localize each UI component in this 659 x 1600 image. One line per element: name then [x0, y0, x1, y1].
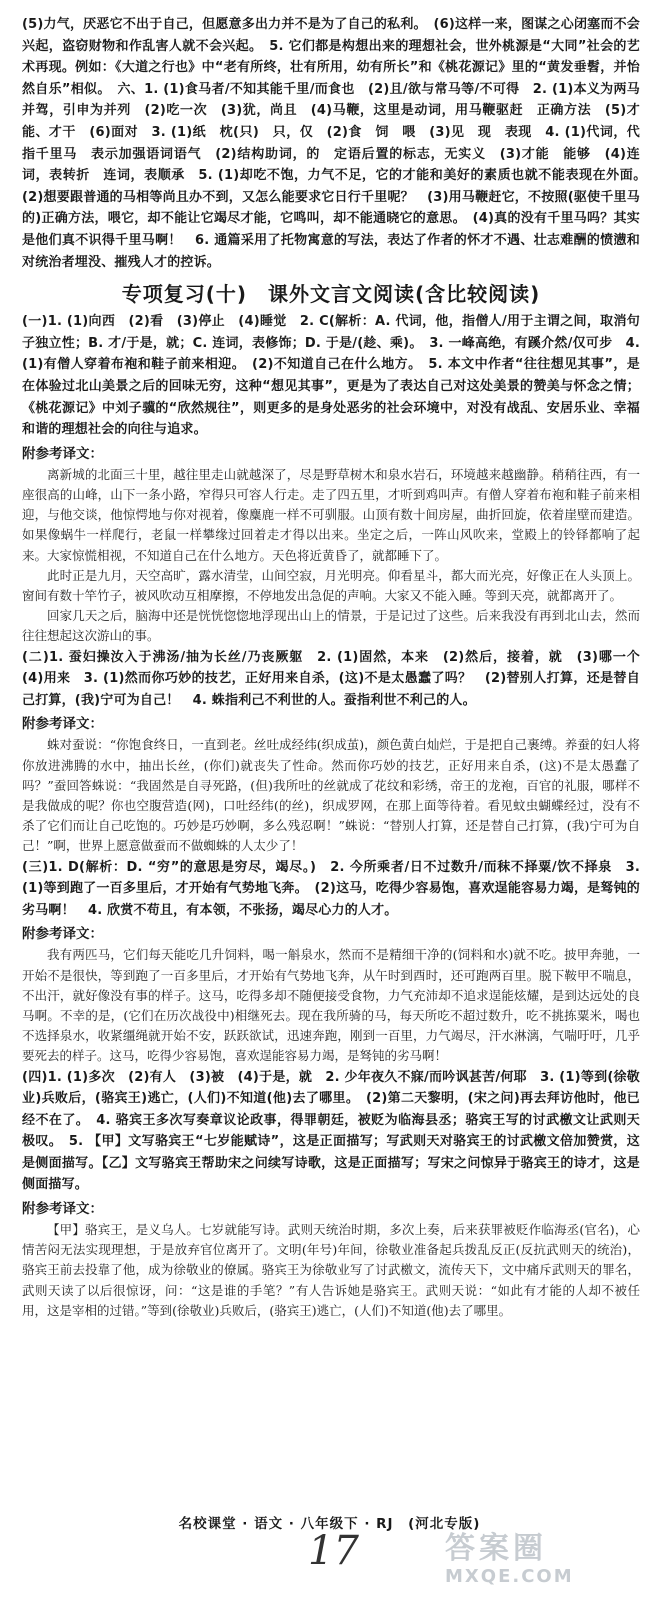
- translation-paragraph: 【甲】骆宾王，是义乌人。七岁就能写诗。武则天统治时期，多次上奏，后来获罪被贬作临海丞(官名)，心情苦闷无法实现理想，于是放弃官位离开了。文明(年号)年间，徐敬业准备起兵拨乱反正(反抗武则天的统治)，骆宾王前去投靠了他，成为徐敬业的僚属。骆宾王为徐敬业写了讨武檄文，流传天下，文中痛斥武则天的罪名，武则天读了以后很惊讶，问：“这是谁的手笔？”有人告诉她是骆宾王。武则天说：“如此有才能的人却不被任用，这是宰相的过错。”等到(徐敬业)兵败后，(骆宾王)逃亡，(人们)不知道(他)去了哪里。: [22, 1222, 640, 1318]
- top-answers: [22, 14, 654, 273]
- answer-paragraph: (二)1. 蚕妇操汝入于沸汤/抽为长丝/乃丧厥躯 2. (1)固然，本来 (2)然后，接着，就 (3)哪一个 (4)用来 3. (1)然而你巧妙的技艺，正好用来自杀，(这)不是太愚蠢了吗？ (2)替别人打算，还是替自己打算，(我)宁可为自己！ 4. 蛛指利己不利世的人。蚕指利世不利己的人。: [22, 649, 654, 708]
- answer-paragraph: (三)1. D(解析：D. “穷”的意思是穷尽，竭尽。) 2. 今所乘者/日不过数升/而秣不择粟/饮不择泉 3. (1)等到跑了一百多里后，才开始有气势地飞奔。 (2)这马，吃得少容易饱，喜欢逞能容易力竭，是驽钝的劣马啊！ 4. 欣赏不苟且，有本领，不张扬，竭尽心力的人才。: [22, 859, 640, 918]
- part-1-translation: [22, 465, 640, 647]
- reference-label: 附参考译文：: [22, 716, 103, 733]
- part-4-translation: [22, 1220, 640, 1321]
- answer-paragraph: (5)力气，厌恶它不出于自己，但愿意多出力并不是为了自己的私利。 (6)这样一来，图谋之心闭塞而不会兴起，盗窃财物和作乱害人就不会兴起。 5. 它们都是构想出来的理想社会，世外桃源是“大同”社会的艺术再现。例如：《大道之行也》中“老有所终，壮有所用，幼有所长”和《桃花源记》里的“黄发垂髫，并怡然自乐”相似。 六、1. (1)食马者/不知其能千里/而食也 (2)且/欲与常马等/不可得 2. (1)本义为两马并驾，引申为并列 (2)吃一次 (3)犹，尚且 (4)马鞭，这里是动词，用马鞭驱赶 正确方法 (5)才能、才干 (6)面对 3. (1)纸 枕(只) 只，仅 (2)食 饲 喂 (3)见 现 表现 4. (1)代词，代指千里马 表示加强语词语气 (2)结构助词，的 定语后置的标志，无实义 (3)才能 能够 (4)连词，表转折 连词，表顺承 5. (1)却吃不饱，力气不足，它的才能和美好的素质也就不能表现在外面。 (2)想要跟普通的马相等尚且办不到，又怎么能要求它日行千里呢？ (3)用马鞭赶它，不按照(驱使千里马的)正确方法，喂它，却不能让它竭尽才能，它鸣叫，却不能通晓它的意思。 (4)真的没有千里马吗？其实是他们真不识得千里马啊！ 6. 通篇采用了托物寓意的写法，表达了作者的怀才不遇、壮志难酬的愤懑和对统治者埋没、摧残人才的控诉。: [22, 17, 654, 270]
- part-2-translation: [22, 735, 640, 856]
- part-1-answers: [22, 311, 640, 441]
- reference-label: 附参考译文：: [22, 445, 103, 462]
- answer-paragraph: (四)1. (1)多次 (2)有人 (3)被 (4)于是，就 2. 少年夜久不寐/而吟讽甚苦/何耶 3. (1)等到(徐敬业)兵败后，(骆宾王)逃亡，(人们)不知道(他)去了哪里。 (2)第二天黎明，(宋之问)再去拜访他时，他已经不在了。 4. 骆宾王多次写奏章议论政事，得罪朝廷，被贬为临海县丞；骆宾王写的讨武檄文让武则天极叹。 5. 【甲】文写骆宾王“七岁能赋诗”，这是正面描写；写武则天对骆宾王的讨武檄文倍加赞赏，这是侧面描写。【乙】文写骆宾王帮助宋之问续写诗歌，这是正面描写；写宋之问惊异于骆宾王的诗才，这是侧面描写。: [22, 1069, 640, 1193]
- translation-paragraph: 我有两匹马，它们每天能吃几升饲料，喝一斛泉水，然而不是精细干净的(饲料和水)就不吃。披甲奔驰，一开始不是很快，等到跑了一百多里后，才开始有气势地飞奔，从午时到酉时，还可跑两百里。脱下鞍甲不喘息，不出汗，就好像没有事的样子。这马，吃得多却不随便接受食物，力气充沛却不追求逞能炫耀，是到达远处的良马啊。不幸的是，(它们在历次战役中)相继死去。现在我所骑的马，每天所吃不超过数升，吃不挑拣粟米，喝也不选择泉水，收紧缰绳就开始不安，跃跃欲试，迅速奔跑，刚到一百里，力气竭尽，汗水淋漓，气喘吁吁，几乎要死去的样子。这马，吃得少容易饱，喜欢逞能容易力竭，是驽钝的劣马啊！: [22, 947, 640, 1064]
- translation-paragraph: 此时正是九月，天空高旷，露水清莹，山间空寂，月光明亮。仰看星斗，都大而光亮，好像正在人头顶上。窗间有数十竿竹子，被风吹动互相摩擦，不停地发出急促的声响。大家又不能入睡。等到天亮，就都离开了。: [22, 567, 640, 603]
- answer-paragraph: (一)1. (1)向西 (2)看 (3)停止 (4)睡觉 2. C(解析：A. 代词，他，指僧人/用于主谓之间，取消句子独立性；B. 才/于是，就；C. 连词，表修饰；D. 于是/(趁、乘)。 3. 一峰高绝，有蹊介然/仅可步 4. (1)有僧人穿着布袍和鞋子前来相迎。 (2)不知道自己在什么地方。 5. 本文中作者“往往想见其事”，是在体验过北山美景之后的回味无穷，这种“想见其事”，更是为了表达自己对这处美景的赞美与怀念之情；《桃花源记》中刘子骥的“欣然规往”，则更多的是身处恶劣的社会环境中，对没有战乱、安居乐业、幸福和谐的理想社会的向往与追求。: [22, 314, 640, 438]
- part-2-answers: [22, 647, 654, 712]
- page-number: 17: [308, 1528, 359, 1574]
- part-3-translation: [22, 945, 640, 1066]
- section-title: 专项复习(十) 课外文言文阅读(含比较阅读): [121, 282, 541, 307]
- watermark-brand: 答案圈: [445, 1531, 547, 1566]
- part-3-answers: [22, 857, 640, 922]
- watermark-url: MXQE.COM: [445, 1566, 574, 1587]
- watermark-logo: [445, 1532, 645, 1594]
- translation-paragraph: 离新城的北面三十里，越往里走山就越深了，尽是野草树木和泉水岩石，环境越来越幽静。稍稍往西，有一座很高的山峰，山下一条小路，窄得只可容人行走。走了四五里，才听到鸡叫声。有僧人穿着布袍和鞋子前来相迎，与他交谈，他惊愕地与你对视着，像麋鹿一样不可驯服。山顶有数十间房屋，曲折回旋，依着崖壁而建造。如果像蜗牛一样爬行，老鼠一样攀缘过回着走才得以出来。坐定之后，一阵山风吹来，堂殿上的铃铎都响了起来。大家惊慌相视，不知道自己在什么地方。天色将近黄昏了，就都睡下了。: [22, 466, 640, 563]
- translation-paragraph: 蛛对蚕说：“你饱食终日，一直到老。丝吐成经纬(织成茧)，颜色黄白灿烂，于是把自己裹缚。养蚕的妇人将你放进沸腾的水中，抽出长丝，(你们)就丧失了性命。然而你巧妙的技艺，正好用来自杀，(这)不是太愚蠢了吗？”蚕回答蛛说：“我固然是自寻死路，(但)我所吐的丝就成了花纹和彩绣，帝王的龙袍，百官的礼服，哪样不是我做成的呢？你也空腹营造(网)，口吐经纬(的丝)，织成罗网，在那上面等待着。看见蚊虫蝴蝶经过，没有不杀了它们而让自己吃饱的。巧妙是巧妙啊，多么残忍啊！”蛛说：“替别人打算，还是替自己打算，(我)宁可为自己！”啊，世界上愿意做蚕而不做蜘蛛的人太少了！: [22, 737, 640, 854]
- reference-label: 附参考译文：: [22, 926, 103, 943]
- page-footer: 名校课堂 · 语文 · 八年级下 · RJ (河北专版): [178, 1516, 481, 1532]
- answer-page: [22, 14, 654, 1321]
- reference-label: 附参考译文：: [22, 1201, 103, 1218]
- translation-paragraph: 回家几天之后，脑海中还是恍恍惚惚地浮现出山上的情景，于是记过了这些。后来我没有再到北山去，然而往往想起这次游山的事。: [22, 608, 640, 644]
- part-4-answers: [22, 1067, 640, 1197]
